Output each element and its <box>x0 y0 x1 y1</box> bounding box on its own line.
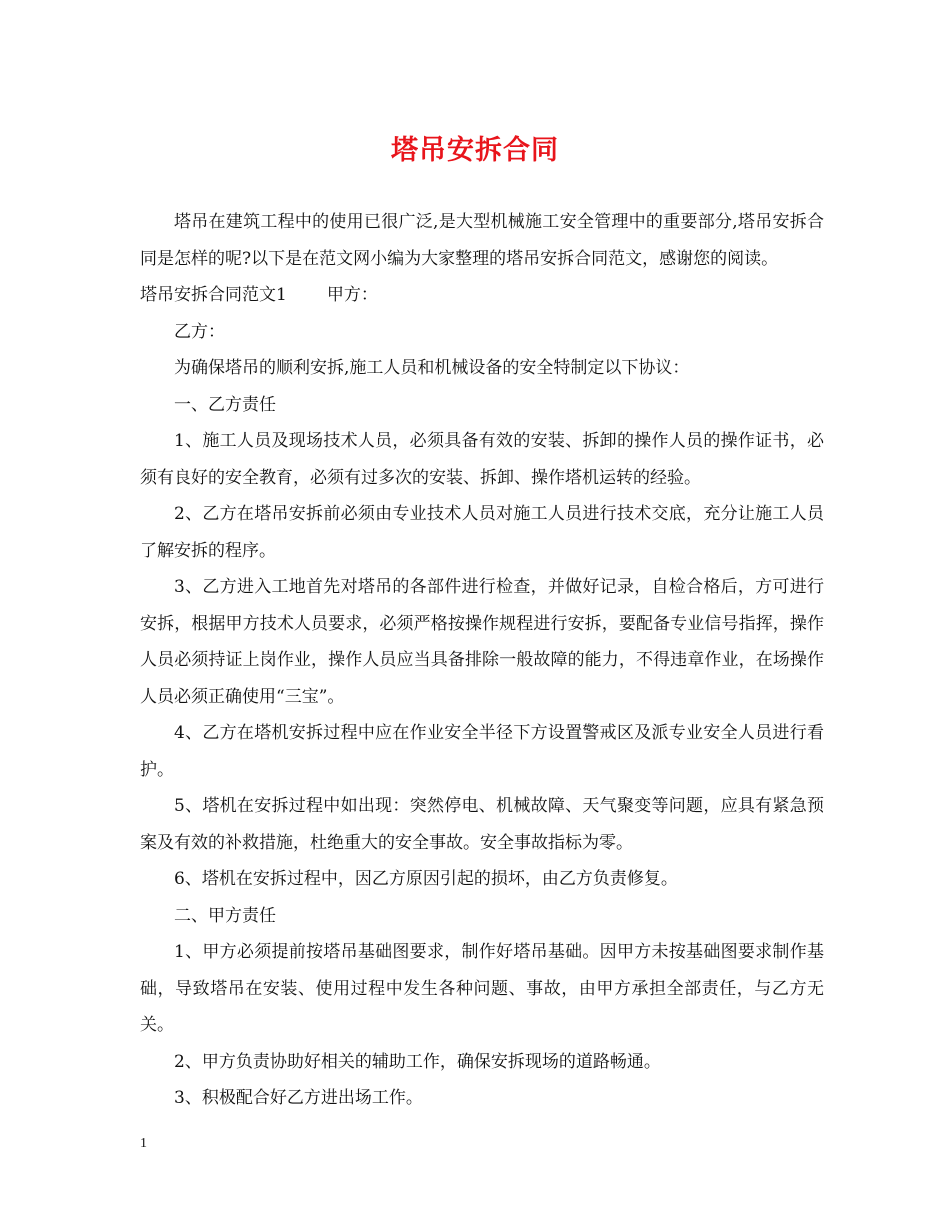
document-title: 塔吊安拆合同 <box>391 135 559 166</box>
clause-paragraph: 1、甲方必须提前按塔吊基础图要求，制作好塔吊基础。因甲方未按基础图要求制作基础，导致塔吊在安装、使用过程中发生各种问题、事故，由甲方承担全部责任，与乙方无关。 <box>140 942 824 1035</box>
party-b-label: 乙方： <box>174 321 225 342</box>
section-heading-party-b: 一、乙方责任 <box>174 394 276 415</box>
clause-paragraph: 1、施工人员及现场技术人员，必须具备有效的安装、拆卸的操作人员的操作证书，必须有良好的安全教育，必须有过多次的安装、拆卸、操作塔机运转的经验。 <box>140 431 824 488</box>
clause-paragraph: 3、乙方进入工地首先对塔吊的各部件进行检查，并做好记录，自检合格后，方可进行安拆，根据甲方技术人员要求，必须严格按操作规程进行安拆，要配备专业信号指挥，操作人员必须持证上岗作业，操作人员应当具备排除一般故障的能力，不得违章作业，在场操作人员必须正确使用“三宝”。 <box>140 577 824 707</box>
sample-heading: 塔吊安拆合同范文1 <box>140 285 287 305</box>
clause-paragraph: 6、塔机在安拆过程中，因乙方原因引起的损坏，由乙方负责修复。 <box>174 869 678 889</box>
page-number: 1 <box>140 1136 147 1151</box>
clause-paragraph: 5、塔机在安拆过程中如出现：突然停电、机械故障、天气聚变等问题，应具有紧急预案及有效的补救措施，杜绝重大的安全事故。安全事故指标为零。 <box>140 796 824 853</box>
section-heading-party-a: 二、甲方责任 <box>174 905 276 926</box>
clause-paragraph: 4、乙方在塔机安拆过程中应在作业安全半径下方设置警戒区及派专业安全人员进行看护。 <box>140 723 824 780</box>
sample-heading-line <box>140 277 824 314</box>
clause-paragraph: 2、甲方负责协助好相关的辅助工作，确保安拆现场的道路畅通。 <box>174 1051 661 1072</box>
clause-paragraph: 2、乙方在塔吊安拆前必须由专业技术人员对施工人员进行技术交底，充分让施工人员了解安拆的程序。 <box>140 504 824 561</box>
intro-paragraph: 塔吊在建筑工程中的使用已很广泛,是大型机械施工安全管理中的重要部分,塔吊安拆合同是怎样的呢?以下是在范文网小编为大家整理的塔吊安拆合同范文，感谢您的阅读。 <box>140 212 824 269</box>
document-body <box>140 204 824 1117</box>
purpose-paragraph: 为确保塔吊的顺利安拆,施工人员和机械设备的安全特制定以下协议： <box>174 358 690 378</box>
clause-paragraph: 3、积极配合好乙方进出场工作。 <box>174 1088 423 1108</box>
party-a-label: 甲方： <box>326 285 378 305</box>
